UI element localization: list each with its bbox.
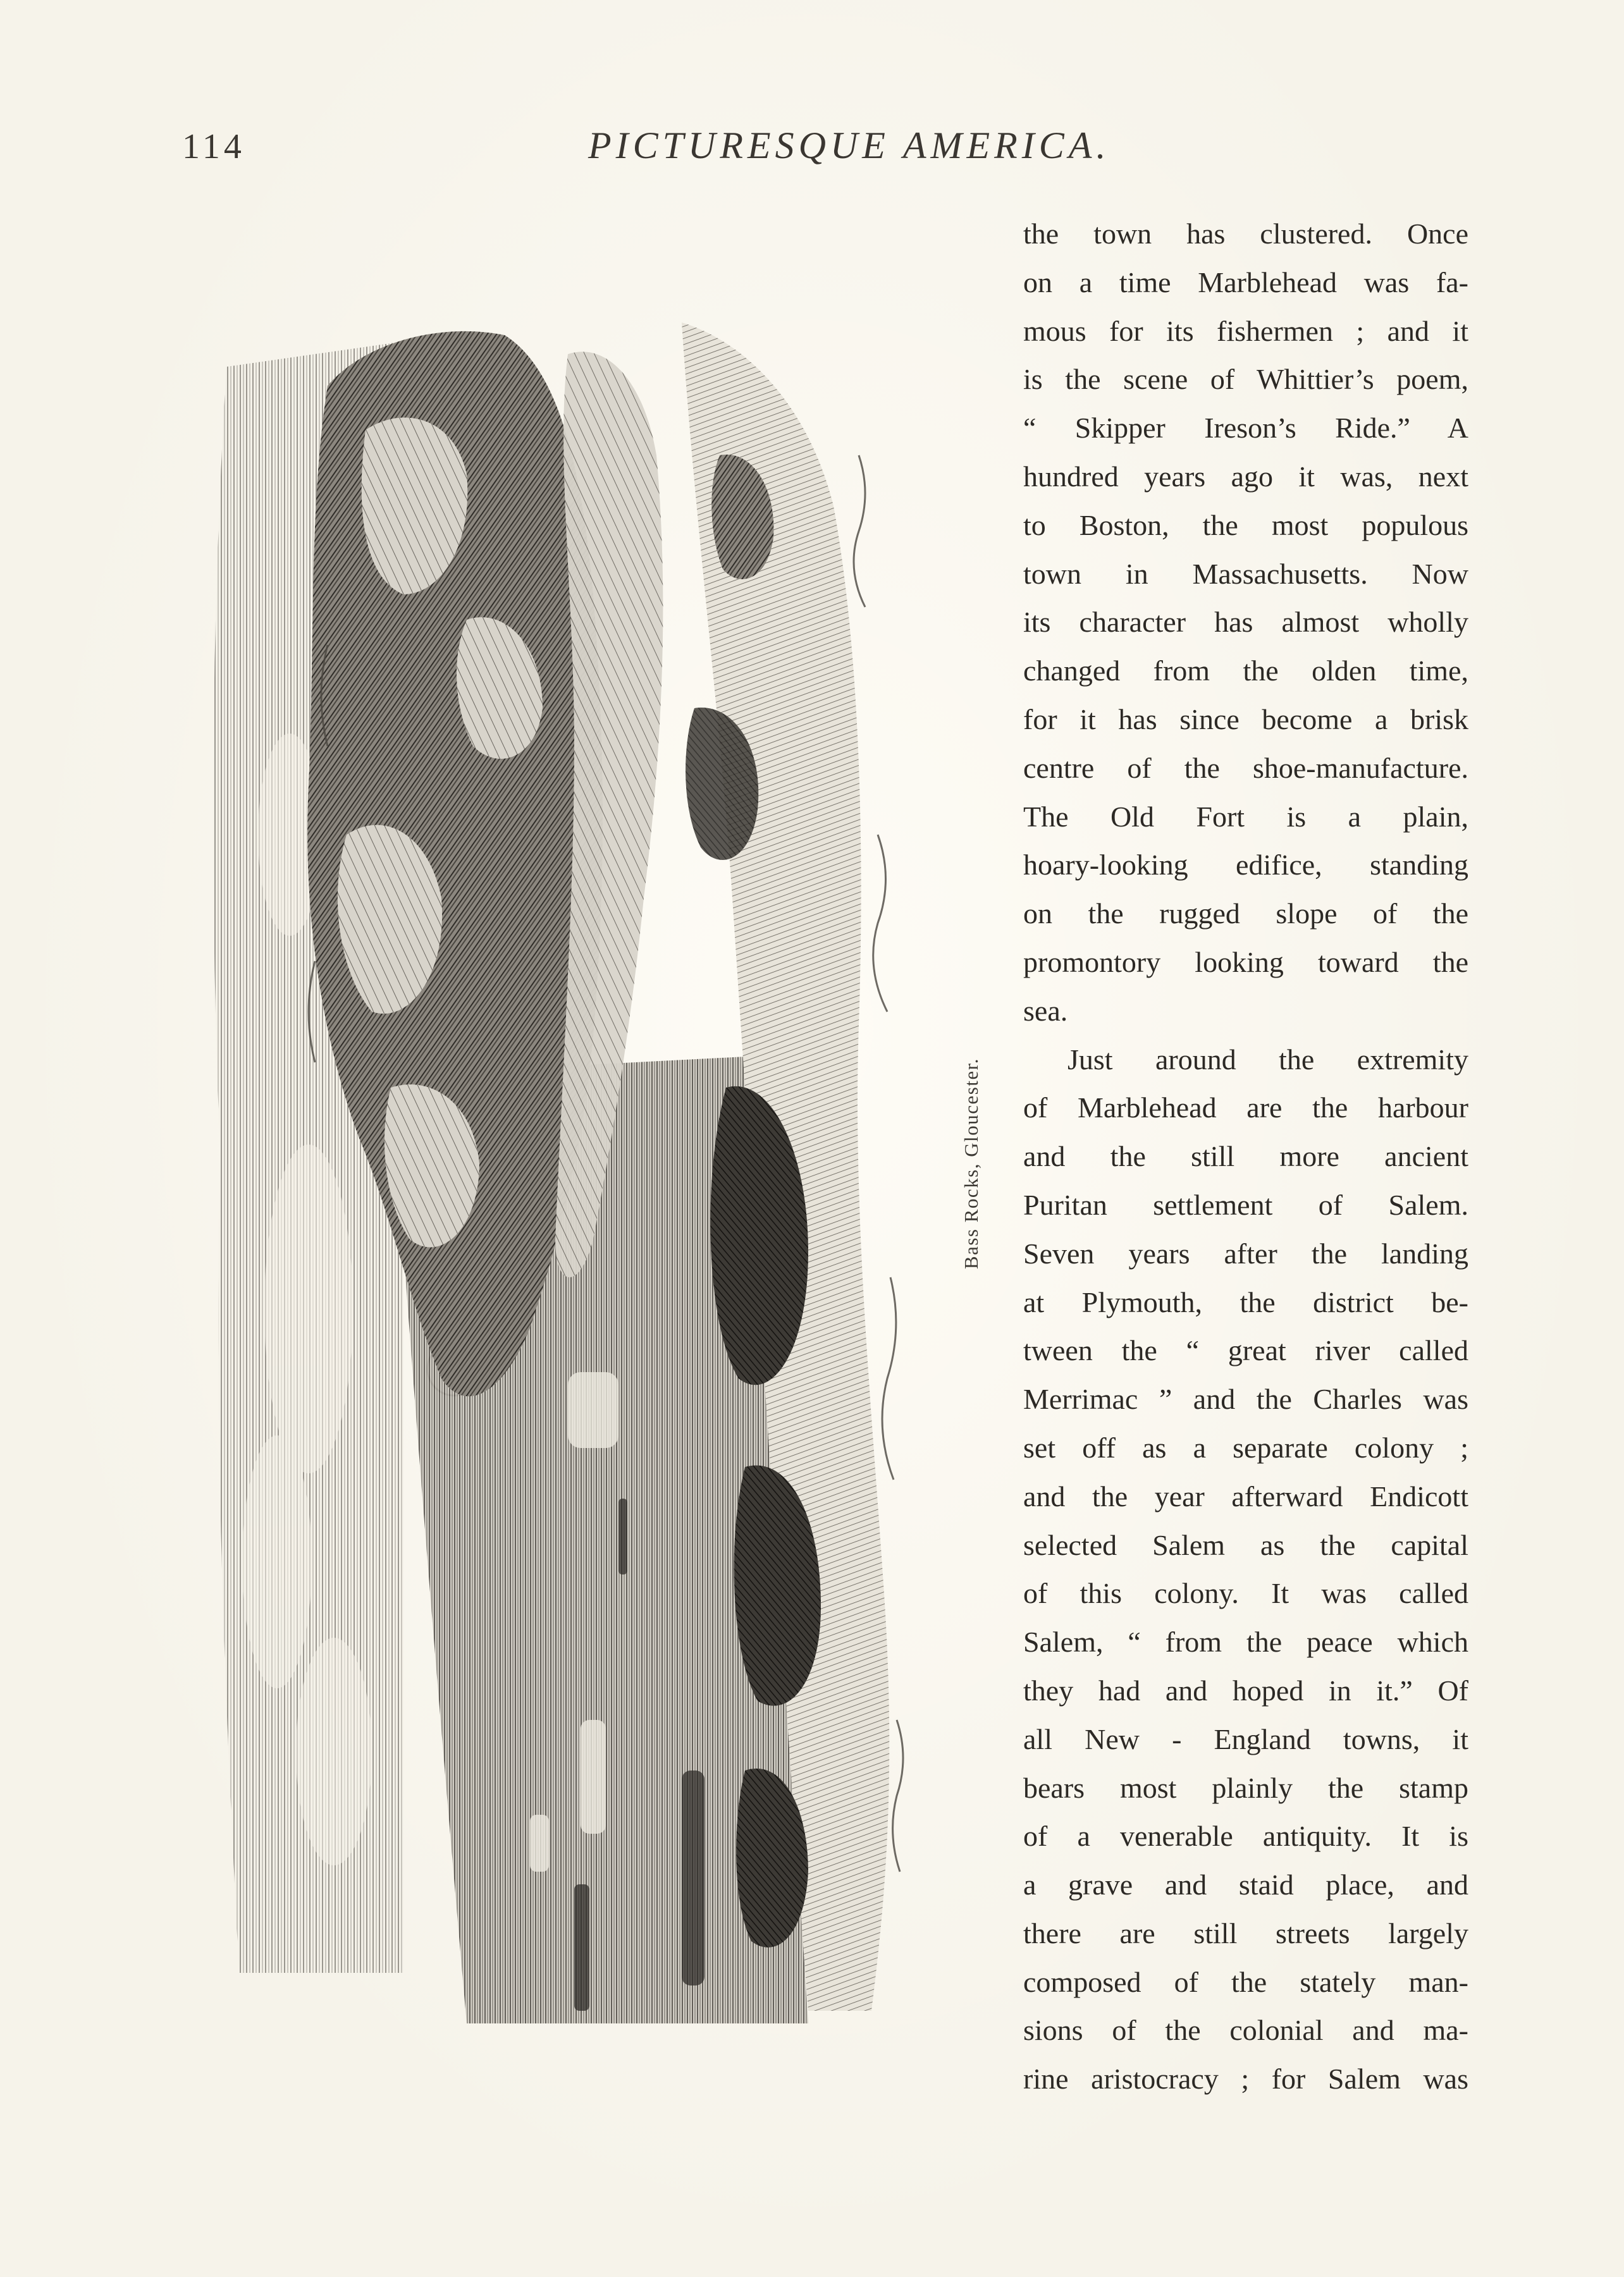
- text-line: and the still more ancient: [1023, 1140, 1468, 1173]
- text-line: and the year afterward Endicott: [1023, 1480, 1468, 1513]
- text-line: of a venerable antiquity. It is: [1023, 1820, 1468, 1853]
- text-line: is the scene of Whittier’s poem,: [1023, 363, 1468, 396]
- text-line: a grave and staid place, and: [1023, 1869, 1468, 1901]
- text-line: The Old Fort is a plain,: [1023, 800, 1468, 833]
- text-line: changed from the olden time,: [1023, 654, 1468, 687]
- text-line: Merrimac ” and the Charles was: [1023, 1383, 1468, 1416]
- text-line: of this colony. It was called: [1023, 1577, 1468, 1610]
- text-line: promontory looking toward the: [1023, 945, 1468, 978]
- text-line: all New - England towns, it: [1023, 1722, 1468, 1755]
- text-line: Just around the extremity: [1067, 1043, 1468, 1076]
- text-line: composed of the stately man-: [1023, 1965, 1468, 1998]
- illustration-caption-wrapper: [959, 1040, 984, 1287]
- text-line: Puritan settlement of Salem.: [1023, 1188, 1468, 1221]
- text-line: hoary-looking edifice, standing: [1023, 849, 1468, 881]
- running-head: PICTURESQUE AMERICA.: [588, 125, 1110, 166]
- text-line: centre of the shoe-manufacture.: [1023, 751, 1468, 784]
- text-line: “ Skipper Ireson’s Ride.” A: [1023, 412, 1468, 445]
- text-line: to Boston, the most populous: [1023, 508, 1468, 541]
- text-line: its character has almost wholly: [1023, 606, 1468, 639]
- text-line: hundred years ago it was, next: [1023, 460, 1468, 493]
- text-line: there are still streets largely: [1023, 1917, 1468, 1949]
- text-line: set off as a separate colony ;: [1023, 1431, 1468, 1464]
- text-line: sea.: [1023, 994, 1068, 1027]
- text-line: on a time Marblehead was fa-: [1023, 266, 1468, 298]
- text-line: bears most plainly the stamp: [1023, 1771, 1468, 1804]
- text-line: at Plymouth, the district be-: [1023, 1286, 1468, 1318]
- text-line: they had and hoped in it.” Of: [1023, 1674, 1468, 1707]
- text-line: selected Salem as the capital: [1023, 1528, 1468, 1561]
- text-line: sions of the colonial and ma-: [1023, 2014, 1468, 2047]
- text-line: Salem, “ from the peace which: [1023, 1626, 1468, 1659]
- text-line: for it has since become a brisk: [1023, 703, 1468, 735]
- text-line: of Marblehead are the harbour: [1023, 1091, 1468, 1124]
- text-line: rine aristocracy ; for Salem was: [1023, 2063, 1468, 2096]
- text-line: the town has clustered. Once: [1023, 218, 1468, 250]
- text-line: tween the “ great river called: [1023, 1334, 1468, 1367]
- body-text-column: [1023, 210, 1468, 2104]
- page-number: 114: [182, 127, 245, 166]
- text-line: mous for its fishermen ; and it: [1023, 314, 1468, 347]
- text-line: Seven years after the landing: [1023, 1237, 1468, 1270]
- engraving-illustration: [201, 266, 935, 2030]
- text-line: town in Massachusetts. Now: [1023, 557, 1468, 590]
- illustration-caption: Bass Rocks, Gloucester.: [960, 1057, 982, 1270]
- text-line: on the rugged slope of the: [1023, 897, 1468, 930]
